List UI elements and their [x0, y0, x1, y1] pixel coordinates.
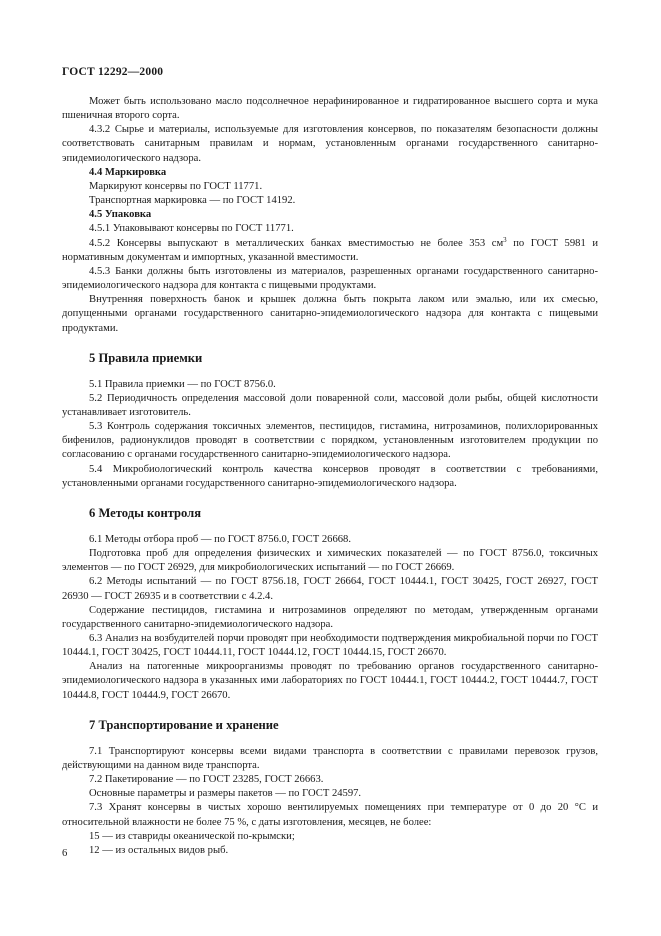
paragraph-4-5-3-b: Внутренняя поверхность банок и крышек должна быть покрыта лаком или эмалью, или их смесью, допущенными органами государственного санитарно-эпидемиологического надзора для контакта с пищевыми продуктами. [62, 294, 598, 334]
paragraph-4-5-3: 4.5.3 Банки должны быть изготовлены из материалов, разрешенных органами государственного санитарно-эпидемиологического надзора для контакта с пищевыми продуктами. [62, 265, 598, 292]
paragraph-6-3: 6.3 Анализ на возбудителей порчи проводят при необходимости подтверждения микробиальной порчи по ГОСТ 10444.1, ГОСТ 30425, ГОСТ 10444.11, ГОСТ 10444.12, ГОСТ 10444.15, ГОСТ 26670. [62, 633, 598, 659]
paragraph-4-4-b: Транспортная маркировка — по ГОСТ 14192. [89, 195, 296, 207]
paragraph-7-2: 7.2 Пакетирование — по ГОСТ 23285, ГОСТ 26663. [89, 774, 324, 786]
paragraph-4-5-2-part-a: 4.5.2 Консервы выпускают в металлических банках вместимостью не более 353 см [89, 237, 504, 249]
paragraph-5-1: 5.1 Правила приемки — по ГОСТ 8756.0. [89, 378, 276, 390]
paragraph-6-2: 6.2 Методы испытаний — по ГОСТ 8756.18, ГОСТ 26664, ГОСТ 10444.1, ГОСТ 30425, ГОСТ 26927, ГОСТ 26930 — ГОСТ 26935 и в соответствии с 4.2.4. [62, 576, 598, 602]
paragraph-5-4: 5.4 Микробиологический контроль качества консервов проводят в соответствии с требованиями, установленными органами государственного санитарно-эпидемиологического надзора. [62, 463, 598, 489]
paragraph-6-3-b: Анализ на патогенные микроорганизмы проводят по требованию органов государственного санитарно-эпидемиологического надзора в указанных ими лабораториях по ГОСТ 10444.1, ГОСТ 10444.2, ГОСТ 10444.7, ГОСТ 10444.8, ГОСТ 10444.9, ГОСТ 26670. [62, 661, 598, 701]
paragraph-6-2-b: Содержание пестицидов, гистамина и нитрозаминов определяют по методам, утвержденным органами государственного санитарно-эпидемиологического надзора. [62, 604, 598, 630]
paragraph-4-5-2 [62, 237, 598, 265]
list-item-7-3-a: 15 — из ставриды океанической по-крымски; [89, 830, 295, 842]
paragraph-7-2-b: Основные параметры и размеры пакетов — по ГОСТ 24597. [89, 788, 362, 800]
list-item-7-3-b: 12 — из остальных видов рыб. [89, 844, 229, 856]
paragraph-5-3: 5.3 Контроль содержания токсичных элементов, пестицидов, гистамина, нитрозаминов, полихлорированных бифенилов, радионуклидов проводят в соответствии с порядком, установленным изготовителем продукции по согласованию с органами государственного санитарно-эпидемиологического надзора. [62, 421, 598, 461]
paragraph-5-2: 5.2 Периодичность определения массовой доли поваренной соли, массовой доли рыбы, общей кислотности устанавливает изготовитель. [62, 392, 598, 418]
paragraph-4-5-1: 4.5.1 Упаковывают консервы по ГОСТ 11771. [89, 223, 294, 235]
section-heading-6: 6 Методы контроля [89, 505, 202, 520]
paragraph-4-3-2: 4.3.2 Сырье и материалы, используемые для изготовления консервов, по показателям безопасности должны соответствовать санитарным правилам и нормам, установленным органами государственного санитарно-эпидемиологического надзора. [62, 124, 598, 164]
section-heading-5: 5 Правила приемки [89, 350, 203, 365]
paragraph-7-3: 7.3 Хранят консервы в чистых хорошо вентилируемых помещениях при температуре от 0 до 20 °С и относительной влажности не более 75 %, с даты изготовления, месяцев, не более: [62, 802, 598, 828]
paragraph-4-4-a: Маркируют консервы по ГОСТ 11771. [89, 180, 263, 192]
document-body [62, 95, 598, 858]
document-header: ГОСТ 12292—2000 [62, 66, 164, 78]
paragraph-oil: Может быть использовано масло подсолнечное нерафинированное и гидратированное высшего сорта и мука пшеничная второго сорта. [62, 96, 598, 122]
paragraph-6-1: 6.1 Методы отбора проб — по ГОСТ 8756.0, ГОСТ 26668. [89, 533, 352, 545]
section-heading-7: 7 Транспортирование и хранение [89, 717, 279, 732]
paragraph-6-1-b: Подготовка проб для определения физических и химических показателей — по ГОСТ 8756.0, токсичных элементов — по ГОСТ 26929, для микробиологических испытаний — по ГОСТ 26669. [62, 548, 598, 574]
superscript-cubed: 3 [503, 235, 507, 244]
paragraph-4-5-2-part-b: по ГОСТ 5981 и нормативным документам и импортных, указанной вместимости. [62, 237, 598, 263]
subheading-4-5: 4.5 Упаковка [89, 209, 152, 221]
subheading-4-4: 4.4 Маркировка [89, 166, 167, 178]
page-number: 6 [62, 848, 68, 859]
paragraph-7-1: 7.1 Транспортируют консервы всеми видами транспорта в соответствии с правилами перевозок грузов, действующими на данном виде транспорта. [62, 745, 598, 771]
